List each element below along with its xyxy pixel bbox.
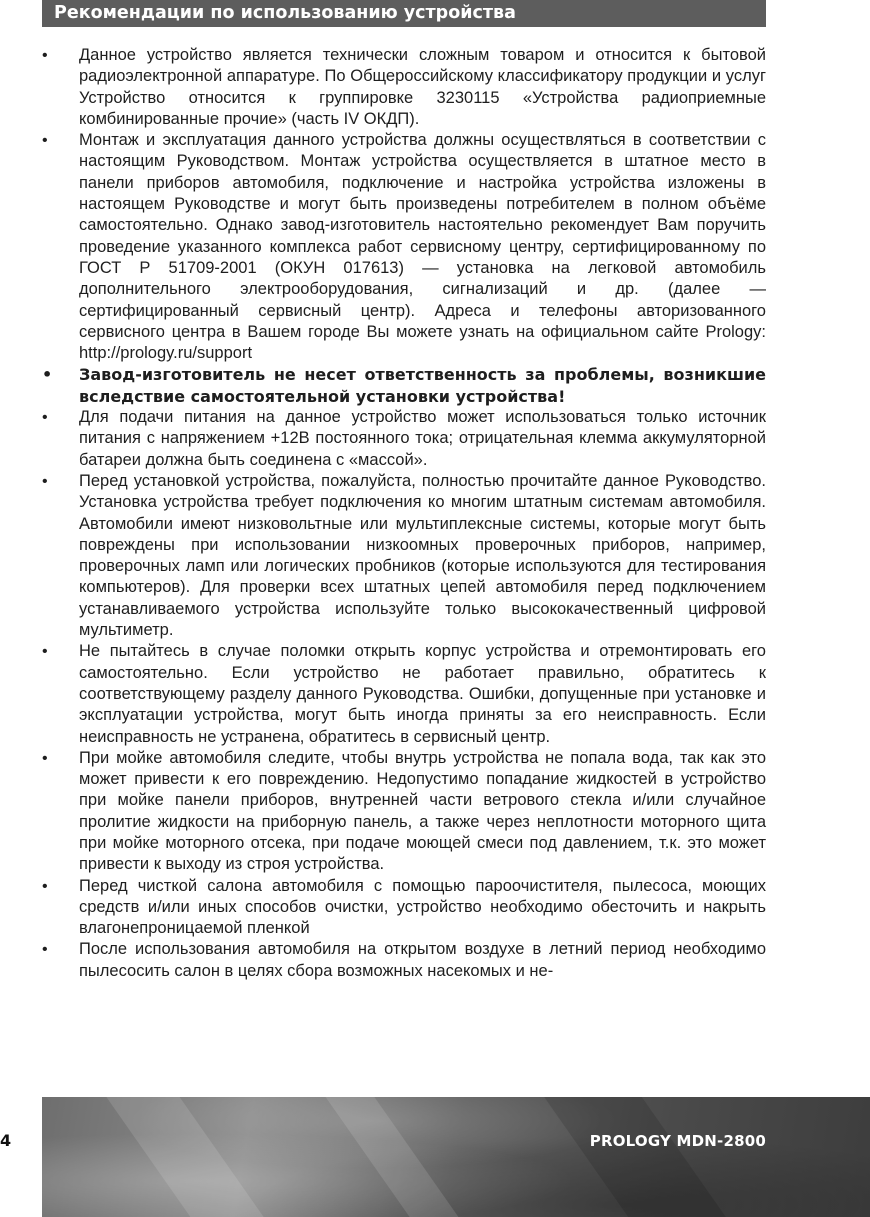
list-item	[42, 407, 766, 471]
list-item	[42, 939, 766, 982]
list-item	[42, 130, 766, 364]
bullet-icon: •	[42, 409, 48, 427]
bullet-icon: •	[42, 941, 48, 959]
recommendations-list	[42, 45, 766, 982]
list-item-text: Для подачи питания на данное устройство может использоваться только источник питания с напряжением +12В постоянного тока; отрицательная клемма аккумуляторной батареи должна быть соединена с «массой».	[79, 408, 766, 469]
list-item-text: Завод-изготовитель не несет ответственность за проблемы, возникшие вследствие самостоятельной установки устройства!	[79, 365, 766, 406]
footer-decoration	[104, 1097, 279, 1217]
list-item-warning	[42, 364, 766, 407]
footer-banner	[42, 1097, 870, 1217]
page-number: 4	[0, 1131, 12, 1150]
bullet-icon: •	[42, 47, 48, 64]
bullet-icon: •	[42, 749, 48, 767]
list-item	[42, 876, 766, 940]
footer-brand: PROLOGY MDN-2800	[589, 1132, 766, 1150]
list-item-text: После использования автомобиля на открытом воздухе в летний период необходимо пылесосить салон в целях сбора возможных насекомых и не-	[79, 940, 766, 980]
list-item-text: Данное устройство является технически сложным товаром и относится к бытовой радиоэлектронной аппаратуре. По Общероссийскому классификатору продукции и услуг Устройство относится к группировке 3230115 «Устройства радиоприемные комбинированные прочие» (часть IV ОКДП).	[79, 46, 766, 128]
list-item-text: Не пытайтесь в случае поломки открыть корпус устройства и отремонтировать его самостоятельно. Если устройство не работает правильно, обратитесь к соответствующему разделу данного Руководства. Ошибки, допущенные при установке и эксплуатации устройства, могут быть иногда приняты за его неисправность. Если неисправность не устранена, обратитесь в сервисный центр.	[79, 642, 766, 746]
list-item-text: Монтаж и эксплуатация данного устройства должны осуществляться в соответствии с настоящим Руководством. Монтаж устройства осуществляется в штатное место в панели приборов автомобиля, подключение и настройка устройства изложены в настоящем Руководстве и могут быть произведены потребителем в полном объёме самостоятельно. Однако завод-изготовитель настоятельно рекомендует Вам поручить проведение указанного комплекса работ сервисному центру, сертифицированному по ГОСТ Р 51709-2001 (ОКУН 017613) — установка на легковой автомобиль дополнительного электрооборудования, сигнализаций и др. (далее — сертифицированный сервисный центр). Адреса и телефоны авторизованного сервисного центра в Вашем городе Вы можете узнать на официальном сайте Prology: http://prology.ru/support	[79, 131, 766, 363]
footer-decoration	[307, 1097, 477, 1217]
list-item-text: При мойке автомобиля следите, чтобы внутрь устройства не попала вода, так как это может привести к его повреждению. Недопустимо попадание жидкостей в устройство при мойке панели приборов, внутренней части ветрового стекла и/или случайное пролитие жидкости на приборную панель, а также через неплотности моторного щита при мойке моторного отсека, при подаче моющей смеси под давлением, т.к. это может привести к выходу из строя устройства.	[79, 748, 766, 874]
list-item	[42, 471, 766, 641]
bullet-icon: •	[42, 643, 48, 661]
list-item	[42, 748, 766, 876]
bullet-icon: •	[42, 877, 48, 895]
bullet-icon: •	[42, 472, 48, 490]
list-item-text: Перед установкой устройства, пожалуйста, полностью прочитайте данное Руководство. Установка устройства требует подключения ко многим штатным системам автомобиля. Автомобили имеют низковольтные или мультиплексные системы, которые могут быть повреждены при использовании низкоомных проверочных приборов, например, проверочных ламп или логических пробников (которые используются для тестирования компьютеров). Для проверки всех штатных цепей автомобиля перед подключением устанавливаемого устройства используйте только высококачественный цифровой мультиметр.	[79, 471, 766, 640]
list-item-text: Перед чисткой салона автомобиля с помощью пароочистителя, пылесоса, моющих средств и/или иных способов очистки, устройство необходимо обесточить и накрыть влагонепроницаемой пленкой	[79, 876, 766, 938]
list-item	[42, 641, 766, 747]
list-item	[42, 45, 766, 130]
footer-decoration	[540, 1097, 743, 1217]
section-title: Рекомендации по использованию устройства	[42, 0, 766, 27]
bullet-icon: •	[42, 132, 48, 150]
bullet-icon: •	[42, 365, 53, 385]
